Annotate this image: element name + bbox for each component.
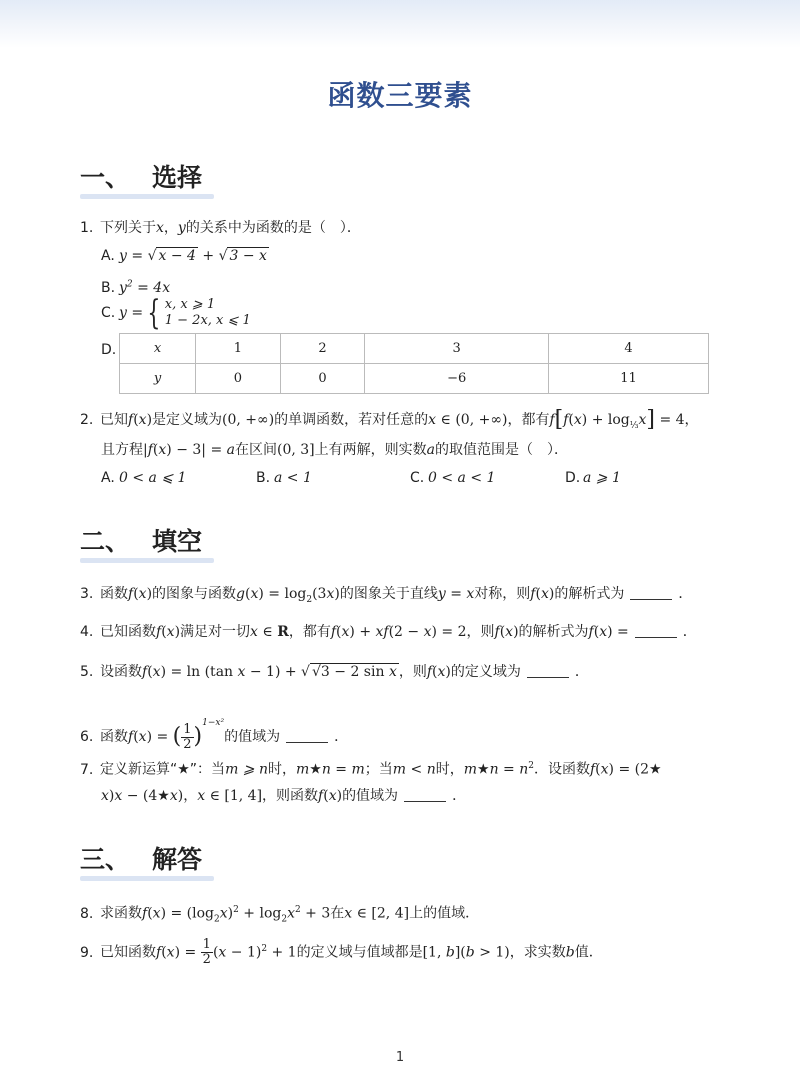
question-text: ，都有 bbox=[507, 412, 550, 428]
option-label: B. bbox=[256, 470, 271, 486]
table-cell: 0 bbox=[280, 364, 365, 394]
question-text: 时， bbox=[268, 761, 296, 778]
header-band bbox=[0, 0, 800, 48]
table-cell: x bbox=[120, 334, 196, 364]
question-text: 求函数 bbox=[100, 905, 142, 922]
question-text: 上有两解，则实数 bbox=[314, 442, 427, 458]
option-d-table bbox=[119, 333, 709, 394]
question-number: 9. bbox=[80, 944, 94, 961]
answer-blank bbox=[404, 788, 446, 802]
math: y bbox=[119, 248, 127, 264]
section-underline bbox=[80, 558, 214, 563]
question-text: ． bbox=[682, 624, 697, 640]
question-text: 且方程 bbox=[101, 442, 143, 458]
question-text: 的图象关于直线 bbox=[339, 586, 438, 602]
question-text: 的单调函数，若对任意的 bbox=[274, 412, 429, 428]
math: x, x ⩾ 1 1 − 2x, x ⩽ 1 bbox=[164, 297, 251, 328]
question-text: 的取值范围是（ ）． bbox=[435, 442, 568, 458]
question-text: ，则 bbox=[398, 664, 427, 680]
question-text: 是定义域为 bbox=[152, 412, 223, 428]
section-number: 三、 bbox=[80, 845, 131, 874]
table-cell: −6 bbox=[365, 364, 549, 394]
math: y bbox=[119, 305, 127, 321]
question-text: 的值域为 bbox=[342, 788, 399, 804]
math: $y^2 = 4x$ bbox=[119, 279, 171, 296]
question-text: 已知 bbox=[100, 412, 128, 428]
question-text: 定义新运算“★”：当 bbox=[100, 761, 226, 778]
question-text: 已知函数 bbox=[100, 944, 156, 961]
question-number: 7. bbox=[80, 761, 94, 778]
page-title: 函数三要素 bbox=[327, 79, 473, 112]
question-text: 上的值域． bbox=[409, 905, 480, 922]
question-text: 已知函数 bbox=[100, 624, 156, 640]
question-text: 值． bbox=[574, 944, 603, 961]
option-label: C. bbox=[410, 470, 425, 486]
q2-option-d: D. a ⩾ 1 bbox=[565, 470, 621, 486]
question-text: ．设函数 bbox=[533, 761, 590, 778]
question-text: ，则 bbox=[466, 624, 495, 640]
question-number: 3. bbox=[80, 586, 94, 602]
question-text: ． bbox=[574, 664, 589, 680]
question-number: 5. bbox=[80, 664, 94, 680]
question-number: 4. bbox=[80, 624, 94, 640]
fraction: $\frac{1}{2}$ bbox=[183, 721, 192, 752]
fraction: $\frac{1}{2}$ bbox=[202, 937, 211, 968]
table-row bbox=[120, 334, 709, 364]
question-text: 在 bbox=[330, 905, 345, 922]
option-label: A. bbox=[101, 248, 115, 264]
question-2-line-2: 且方程|f(x) − 3| = a在区间(0, 3]上有两解，则实数a的取值范围是（ ）． bbox=[101, 442, 568, 458]
question-text: ， bbox=[684, 412, 699, 428]
question-text: 下列关于 bbox=[100, 220, 156, 236]
option-label: A. bbox=[101, 470, 115, 486]
question-text: 对称，则 bbox=[474, 586, 531, 602]
section-heading-fill bbox=[80, 522, 202, 558]
question-7-line-2: x)x − (4★x)，x ∈ [1, 4]，则函数f(x)的值域为 ． bbox=[101, 788, 467, 804]
option-label: C. bbox=[101, 305, 116, 321]
question-number: 8. bbox=[80, 905, 94, 922]
table-cell: 0 bbox=[196, 364, 281, 394]
question-text: ， bbox=[183, 788, 198, 804]
question-number: 6. bbox=[80, 729, 94, 745]
table-cell: 11 bbox=[549, 364, 709, 394]
question-2: 2. 已知f(x)是定义域为(0, +∞)的单调函数，若对任意的x ∈ (0, +∞)，都有$f[f(x) + \log_{\frac{1}{3}}x] = 4$， bbox=[80, 407, 699, 432]
q2-option-c: C. 0 < a < 1 bbox=[410, 470, 496, 486]
section-number: 二、 bbox=[80, 527, 131, 556]
question-text: 在区间 bbox=[235, 442, 277, 458]
question-text: 函数 bbox=[100, 729, 128, 745]
question-8: 8. 求函数$f(x) = (\log_2x)^2 + \log_2x^2 + 3$在x ∈ [2, 4]上的值域． bbox=[80, 905, 480, 925]
question-text: 的关系中为函数的是（ ）． bbox=[185, 220, 361, 236]
table-cell: 2 bbox=[280, 334, 365, 364]
question-text: 设函数 bbox=[100, 664, 142, 680]
question-number: 1. bbox=[80, 220, 94, 236]
section-underline bbox=[80, 876, 214, 881]
question-text: 的解析式为 bbox=[518, 624, 589, 640]
question-text: ；当 bbox=[364, 761, 393, 778]
option-a: A. y = √ x − 4 + √ 3 − x bbox=[101, 248, 267, 264]
question-text: 的定义域与值域都是 bbox=[296, 944, 423, 961]
math: y bbox=[177, 220, 186, 236]
question-6: 6. 函数f(x) = ( $\frac{1}{2}$ )$^{1-x^2}$的值域为 ． bbox=[80, 706, 348, 754]
q2-option-a: A. 0 < a ⩽ 1 bbox=[101, 470, 187, 486]
option-label: D. bbox=[565, 470, 581, 486]
question-9: 9. 已知函数f(x) = $\frac{1}{2}$ $(x - 1)^2 + 1$的定义域与值域都是[1, b](b > 1)，求实数b值． bbox=[80, 932, 603, 970]
question-text: 满足对一切 bbox=[180, 624, 251, 640]
table-row bbox=[120, 364, 709, 394]
option-d bbox=[101, 340, 119, 360]
section-heading-answer bbox=[80, 840, 202, 876]
table-cell: 1 bbox=[196, 334, 281, 364]
section-name: 选择 bbox=[152, 163, 203, 192]
question-text: ． bbox=[334, 729, 349, 745]
question-4: 4. 已知函数f(x)满足对一切x ∈ R，都有f(x) + xf(2 − x) = 2，则f(x)的解析式为f(x) = ． bbox=[80, 624, 697, 640]
question-text: ，则函数 bbox=[262, 788, 319, 804]
table-cell: 3 bbox=[365, 334, 549, 364]
option-label: D. bbox=[101, 342, 117, 358]
question-3: 3. 函数f(x)的图象与函数$g(x) = \log_2(3x)$的图象关于直线y = x对称，则f(x)的解析式为 ． bbox=[80, 586, 693, 605]
answer-blank bbox=[286, 729, 328, 743]
option-c: C. y = { x, x ⩾ 1 1 − 2x, x ⩽ 1 bbox=[101, 293, 251, 333]
answer-blank bbox=[635, 624, 677, 638]
question-7: 7. 定义新运算“★”：当m ⩾ n时，m★n = m；当m < n时，m★n = $n^2$．设函数f(x) = (2★ bbox=[80, 761, 662, 778]
q2-option-b: B. a < 1 bbox=[256, 470, 312, 486]
section-number: 一、 bbox=[80, 163, 131, 192]
question-text: 的定义域为 bbox=[450, 664, 521, 680]
table-cell: y bbox=[120, 364, 196, 394]
question-number: 2. bbox=[80, 412, 94, 428]
math: 3 − x bbox=[229, 248, 267, 264]
question-text: 的图象与函数 bbox=[152, 586, 237, 602]
question-5: 5. 设函数f(x) = ln (tan x − 1) + √ √3 − 2 sin x ，则f(x)的定义域为 ． bbox=[80, 664, 589, 680]
section-name: 填空 bbox=[152, 527, 203, 556]
section-heading-choice bbox=[80, 158, 202, 194]
question-1: 1. 下列关于x，y的关系中为函数的是（ ）． bbox=[80, 220, 361, 236]
math: x − 4 bbox=[158, 248, 196, 264]
question-text: 函数 bbox=[100, 586, 128, 602]
section-name: 解答 bbox=[152, 845, 203, 874]
question-text: ． bbox=[678, 586, 693, 602]
question-text: ． bbox=[452, 788, 467, 804]
math: x bbox=[156, 220, 164, 236]
question-text: 时， bbox=[435, 761, 464, 778]
answer-blank bbox=[527, 664, 569, 678]
question-text: 的解析式为 bbox=[554, 586, 625, 602]
option-label: B. bbox=[101, 279, 116, 296]
page-number: 1 bbox=[395, 1050, 405, 1065]
question-text: ，求实数 bbox=[509, 944, 566, 961]
answer-blank bbox=[630, 586, 672, 600]
question-text: ，都有 bbox=[288, 624, 331, 640]
question-text: 的值域为 bbox=[224, 729, 281, 745]
section-underline bbox=[80, 194, 214, 199]
table-cell: 4 bbox=[549, 334, 709, 364]
